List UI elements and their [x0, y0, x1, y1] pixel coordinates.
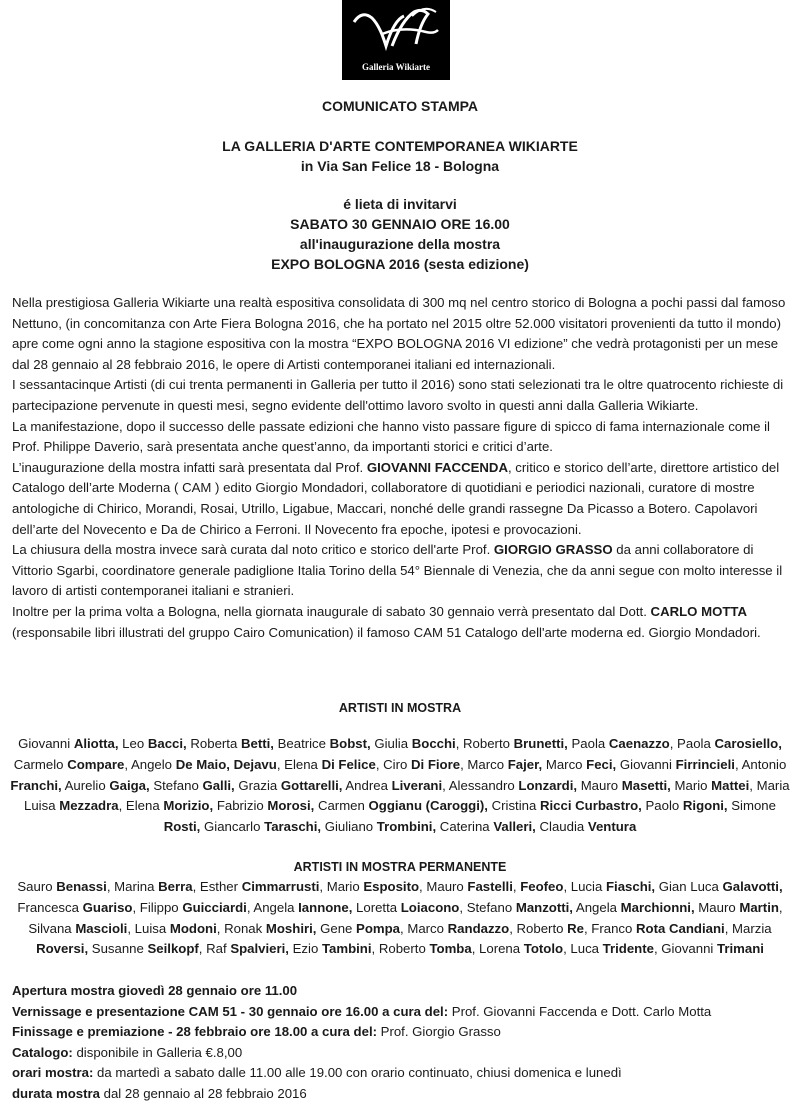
artist-prefix: Paolo — [641, 798, 683, 814]
artist-surname: Seilkopf — [147, 941, 199, 957]
artist-prefix: Fabrizio — [213, 798, 268, 814]
artist-prefix: , Marzia — [724, 920, 772, 936]
duration-line — [12, 1084, 788, 1105]
press-body — [12, 293, 788, 643]
artist-surname: Rigoni, — [682, 798, 728, 814]
artist-surname: Manzotti, — [515, 899, 573, 915]
artist-prefix: , Alessandro — [442, 777, 519, 793]
duration-value: dal 28 gennaio al 28 febbraio 2016 — [99, 1085, 307, 1101]
artist-prefix: , Paola — [669, 736, 715, 751]
gallery-name-line: LA GALLERIA D'ARTE CONTEMPORANEA WIKIARTE — [222, 138, 578, 154]
artist-prefix: , Roberto — [509, 920, 568, 936]
artist-surname: Iannone, — [298, 899, 353, 915]
artist-surname: Oggianu (Caroggi), — [368, 798, 488, 814]
artist-prefix: Paola — [567, 736, 609, 751]
artist-prefix: , Marina — [106, 879, 159, 894]
artist-surname: Firrincieli — [675, 756, 735, 772]
artist-prefix: Susanne — [88, 941, 148, 957]
body-text-span: L’inaugurazione della mostra infatti sarà presentata dal Prof. — [12, 459, 367, 475]
artist-surname: Taraschi, — [264, 819, 322, 835]
artist-surname: Fajer, — [507, 756, 543, 772]
artist-surname: Randazzo — [447, 920, 510, 936]
body-paragraph: Nella prestigiosa Galleria Wikiarte una realtà espositiva consolidata di 300 mq nel centro storico di Bologna a pochi passi dal famoso Nettuno, (in concomitanza con Arte Fiera Bologna 2016, che ha portato nel 2015 oltre 52.000 visitatori provenienti da tutto il mondo) apre come ogni anno la stagione espositiva con la mostra “EXPO BOLOGNA 2016 VI edizione” che vedrà protagonisti per un mese dal 28 gennaio al 28 febbraio 2016, le opere di Artisti contemporanei italiani ed internazionali. — [12, 295, 786, 372]
curator-name: GIOVANNI FACCENDA — [366, 459, 508, 475]
curator-name: GIORGIO GRASSO — [493, 542, 613, 558]
address-line: in Via San Felice 18 - Bologna — [300, 158, 500, 174]
artist-surname: Compare — [67, 756, 125, 772]
artist-prefix: Giuliano — [321, 819, 377, 835]
artist-surname: Di Felice — [321, 756, 376, 772]
artist-prefix: Beatrice — [273, 736, 330, 751]
artist-prefix: Caterina — [436, 819, 494, 835]
logo-caption: Galleria Wikiarte — [362, 62, 430, 72]
artist-surname: Mattei — [711, 777, 750, 793]
artist-surname: Modoni — [169, 920, 217, 936]
artist-prefix: Cristina — [487, 798, 540, 814]
artist-surname: Valleri, — [493, 819, 536, 835]
artist-prefix: Gian Luca — [655, 879, 723, 894]
body-text-span: (responsabile libri illustrati del gruppo Cairo Comunication) il famoso CAM 51 Catalogo dell'arte moderna ed. Giorgio Mondadori. — [12, 624, 761, 640]
artist-prefix: , Ciro — [375, 756, 411, 772]
finissage-value: Prof. Giorgio Grasso — [377, 1024, 501, 1040]
artists-heading: ARTISTI IN MOSTRA — [338, 701, 462, 715]
artist-surname: Tridente — [602, 941, 654, 957]
artist-prefix: , Silvana — [28, 899, 783, 936]
duration-label: durata mostra — [12, 1085, 100, 1101]
artist-prefix: Grazia — [234, 777, 281, 793]
permanent-artists-heading: ARTISTI IN MOSTRA PERMANENTE — [293, 860, 507, 874]
artists-list — [10, 734, 790, 838]
artist-surname: Roversi, — [36, 941, 89, 957]
inauguration-line: all'inaugurazione della mostra — [299, 236, 501, 252]
artist-prefix: Marco — [542, 756, 587, 772]
artist-surname: Rota Candiani — [636, 920, 725, 936]
vernissage-line — [12, 1002, 788, 1023]
artist-surname: Betti, — [240, 736, 274, 751]
artist-surname: Esposito — [363, 879, 420, 894]
artist-prefix: Giovanni — [18, 736, 74, 751]
artist-surname: Loiacono — [400, 899, 460, 915]
artist-surname: Galli, — [202, 777, 235, 793]
artist-surname: Berra — [158, 879, 193, 894]
body-paragraph — [12, 458, 788, 540]
body-text-span: , critico e storico dell’arte, direttore artistico del Catalogo dell’arte Moderna ( CAM ) edito Giorgio Mondadori, collaboratore di quotidiani e periodici nazionali, curatore di mostre antologiche di Chirico, Morandi, Rosai, Utrillo, Ligabue, Maccari, nonché delle grandi rassegne Da Picasso a Botero. Capolavori dell’arte del Novecento e Da de Chirico a Ferroni. Il Novecento fra epoche, ipotesi e provocazioni. — [12, 459, 780, 537]
artist-surname: Morosi, — [267, 798, 315, 814]
artist-surname: Brunetti, — [513, 736, 568, 751]
artist-prefix: Mario — [670, 777, 712, 793]
artist-prefix: , Luisa — [127, 920, 170, 936]
artist-surname: Bobst, — [329, 736, 371, 751]
artist-prefix: Mauro — [694, 899, 740, 915]
artist-surname: Tambini — [321, 941, 372, 957]
artist-surname: Lonzardi, — [518, 777, 578, 793]
artist-prefix: , Marco — [400, 920, 448, 936]
artist-surname: Aliotta, — [73, 736, 119, 751]
artist-prefix: , Lucia — [563, 879, 606, 894]
artist-prefix: Leo — [118, 736, 148, 751]
hours-line — [12, 1063, 788, 1084]
artist-surname: Bacci, — [147, 736, 187, 751]
artist-surname: Mascioli — [75, 920, 128, 936]
permanent-artists-list — [10, 877, 790, 960]
artist-prefix: Loretta — [352, 899, 401, 915]
vernissage-value: Prof. Giovanni Faccenda e Dott. Carlo Motta — [448, 1003, 712, 1019]
artist-prefix: , Elena — [118, 798, 164, 814]
artist-surname: Feofeo — [520, 879, 564, 894]
artist-prefix: , Giovanni — [653, 941, 718, 957]
artist-prefix: , Mario — [319, 879, 364, 894]
artist-surname: Trimani — [717, 941, 764, 957]
artist-surname: Caenazzo — [608, 736, 670, 751]
artist-surname: Trombini, — [376, 819, 437, 835]
hours-label: orari mostra: — [12, 1065, 94, 1081]
artist-prefix: Giulia — [370, 736, 412, 751]
artist-surname: Cimmarrusti — [241, 879, 320, 894]
artist-prefix: , Mauro — [419, 879, 468, 894]
artist-surname: Totolo — [523, 941, 564, 957]
artist-surname: Mezzadra — [59, 798, 119, 814]
artist-prefix: Aurelio — [61, 777, 110, 793]
artist-prefix: Simone — [727, 798, 776, 814]
event-info — [12, 981, 788, 1105]
artist-surname: Ventura — [587, 819, 637, 835]
artist-prefix: , — [512, 879, 521, 894]
artist-surname: Moshiri, — [265, 920, 317, 936]
artist-prefix: , Angelo — [124, 756, 176, 772]
invite-line: é lieta di invitarvi — [343, 196, 457, 212]
catalog-line — [12, 1043, 788, 1064]
artist-prefix: Roberta — [186, 736, 241, 751]
body-text-span: Inoltre per la prima volta a Bologna, nella giornata inaugurale di sabato 30 gennaio verrà presentato dal Dott. — [12, 603, 651, 619]
artist-surname: Benassi — [56, 879, 107, 894]
artist-surname: Galavotti, — [722, 879, 783, 894]
artist-prefix: , Ronak — [216, 920, 266, 936]
artist-surname: Ricci Curbastro, — [539, 798, 642, 814]
artist-surname: Bocchi — [411, 736, 456, 751]
artist-surname: Guicciardi — [182, 899, 247, 915]
artist-prefix: , Angela — [246, 899, 299, 915]
artist-prefix: Claudia — [535, 819, 588, 835]
artist-prefix: Giovanni — [616, 756, 676, 772]
artist-prefix: Angela — [572, 899, 621, 915]
artist-prefix: Stefano — [149, 777, 203, 793]
artist-surname: Martin — [739, 899, 779, 915]
artist-prefix: , Marco — [460, 756, 508, 772]
artist-surname: Gaiga, — [109, 777, 150, 793]
artist-surname: Re — [567, 920, 584, 936]
artist-prefix: , Esther — [192, 879, 242, 894]
artist-prefix: Giancarlo — [200, 819, 265, 835]
artist-prefix: Andrea — [342, 777, 392, 793]
artist-prefix: , Roberto — [455, 736, 514, 751]
artist-prefix: , Lorena — [471, 941, 524, 957]
body-text-span: La chiusura della mostra invece sarà curata dal noto critico e storico dell'arte Prof. — [12, 542, 494, 558]
finissage-label: Finissage e premiazione - 28 febbraio ore 18.00 a cura del: — [12, 1024, 377, 1040]
artist-surname: Morizio, — [163, 798, 214, 814]
artist-surname: Rosti, — [163, 819, 201, 835]
artist-surname: Fiaschi, — [605, 879, 656, 894]
hours-value: da martedì a sabato dalle 11.00 alle 19.00 con orario continuato, chiusi domenica e lunedì — [93, 1065, 622, 1081]
body-paragraph — [12, 540, 788, 602]
artist-surname: Tomba — [429, 941, 472, 957]
artist-prefix: , Stefano — [459, 899, 516, 915]
artist-surname: Guariso — [82, 899, 133, 915]
artist-prefix: Mauro — [577, 777, 622, 793]
artist-surname: De Maio, Dejavu — [175, 756, 277, 772]
catalog-value: disponibile in Galleria €.8,00 — [72, 1044, 243, 1060]
artist-surname: Di Fiore — [410, 756, 461, 772]
artist-prefix: , Roberto — [371, 941, 430, 957]
artist-prefix: , Franco — [583, 920, 637, 936]
artist-surname: Carosiello, — [714, 736, 782, 751]
artist-prefix: Carmelo — [13, 756, 68, 772]
artist-prefix: Francesca — [17, 899, 83, 915]
artist-prefix: Sauro — [17, 879, 57, 894]
artist-surname: Feci, — [586, 756, 617, 772]
artist-surname: Masetti, — [621, 777, 671, 793]
artist-prefix: , Luca — [563, 941, 603, 957]
event-date-line: SABATO 30 GENNAIO ORE 16.00 — [290, 216, 510, 232]
body-paragraph: I sessantacinque Artisti (di cui trenta permanenti in Galleria per tutto il 2016) sono stati selezionati tra le oltre quatrocento richieste di partecipazione pervenute in questi mesi, segno evidente dell'ottimo lavoro svolto in questi anni dalla Galleria Wikiarte. — [12, 377, 784, 413]
artist-surname: Fastelli — [467, 879, 513, 894]
vernissage-label: Vernissage e presentazione CAM 51 - 30 gennaio ore 16.00 a cura del: — [12, 1003, 449, 1019]
artist-surname: Marchionni, — [620, 899, 695, 915]
artist-prefix: Ezio — [288, 941, 322, 957]
opening-text: Apertura mostra giovedì 28 gennaio ore 11.00 — [12, 983, 298, 998]
body-text-span: da anni collaboratore di Vittorio Sgarbi, coordinatore generale padiglione Italia Torino della 54° Biennale di Venezia, che da anni segue con molto interesse il lavoro di artisti contemporanei italiani e stranieri. — [12, 542, 783, 599]
wikiarte-monogram-icon — [342, 0, 450, 60]
expo-title-line: EXPO BOLOGNA 2016 (sesta edizione) — [271, 256, 529, 272]
artist-surname: Spalvieri, — [230, 941, 289, 957]
finissage-line — [12, 1022, 788, 1043]
opening-line — [12, 981, 788, 1002]
body-paragraph — [12, 602, 788, 643]
artist-surname: Liverani — [391, 777, 443, 793]
artist-prefix: , Filippo — [132, 899, 183, 915]
press-release-title: COMUNICATO STAMPA — [321, 98, 479, 114]
artist-prefix: , Raf — [198, 941, 231, 957]
gallery-logo — [342, 0, 450, 80]
presenter-name: CARLO MOTTA — [650, 603, 747, 619]
artist-prefix: , Antonio — [734, 756, 787, 772]
artist-prefix: , Maria Luisa — [24, 777, 790, 814]
artist-prefix: Gene — [316, 920, 357, 936]
artist-prefix: , Elena — [276, 756, 322, 772]
body-paragraph: La manifestazione, dopo il successo delle passate edizioni che hanno visto passare figure di spicco di fama internazionale come il Prof. Philippe Daverio, sarà presentata anche quest’anno, da importanti storici e critici d’arte. — [12, 418, 770, 455]
artist-surname: Pompa — [356, 920, 401, 936]
artist-surname: Gottarelli, — [280, 777, 343, 793]
catalog-label: Catalogo: — [12, 1044, 73, 1060]
artist-surname: Franchi, — [10, 777, 62, 793]
artist-prefix: Carmen — [314, 798, 369, 814]
